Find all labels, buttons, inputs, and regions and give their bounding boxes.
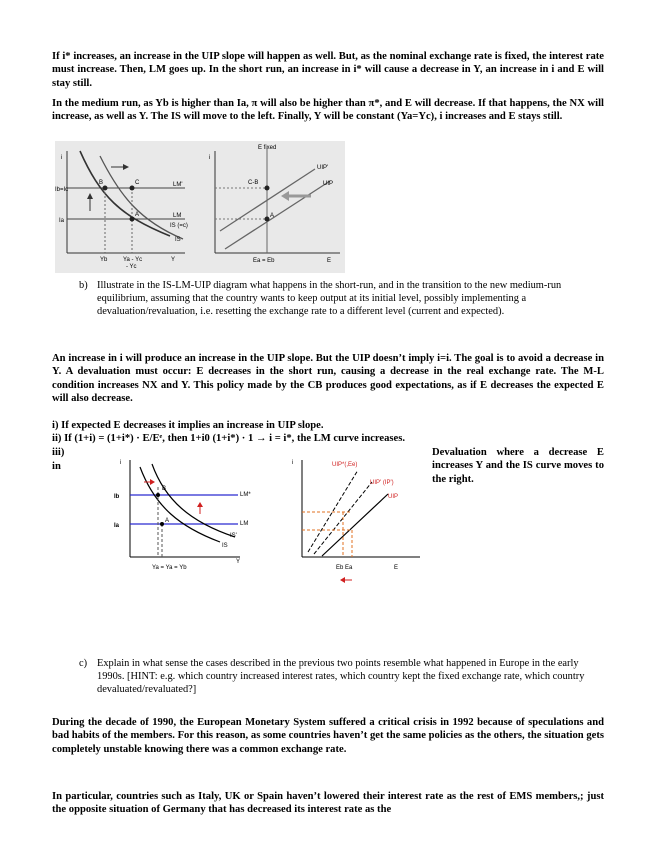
answer-b-point-iii: iii) [52, 447, 65, 458]
answer-c-paragraph-1: During the decade of 1990, the European Monetary System suffered a critical crisis in 1992 because of speculations and bad habits of the members. For this reason, as some countries haven’t get the same policies as the others, the situation gets completely unstable knowing there was a common exchange rate. [52, 717, 604, 755]
fig2-label-b: B [162, 486, 167, 492]
fig2-left-graph [114, 460, 251, 571]
fig2-point-a [160, 522, 164, 526]
answer-b-in: in [52, 461, 61, 472]
fig1-point-a [130, 217, 135, 222]
question-b-text: Illustrate in the IS-LM-UIP diagram what happens in the short-run, and in the transition to the new medium-run equilibrium, assuming that the country wants to keep output at its initial level, possibly implementing a devaluation/revaluation, i.e. resetting the exchange rate to a different level (current and expected). [97, 280, 562, 317]
fig2-label-is: IS [222, 543, 228, 549]
fig2-label-ib: Ib [114, 494, 120, 500]
fig1-right-graph [209, 145, 340, 264]
fig1-label-c: C [135, 180, 140, 186]
fig2-label-is-prime: IS' [230, 533, 237, 539]
fig1-tick-yc: - Yc [126, 264, 137, 270]
fig2-left-x-axis: Y [236, 559, 241, 565]
answer-b-point-i: i) If expected E decreases it implies an increase in UIP slope. [52, 420, 324, 431]
fig1-label-b: B [99, 180, 104, 186]
fig1-tick-ya: Ya - Yc [123, 257, 143, 263]
fig2-label-uip-prime: UIP' (IP') [370, 480, 394, 486]
answer-b-point-ii: ii) If (1+i) = (1+i*) · E/Eᵉ, then 1+i0 (1+i*) · 1 → i = i*, the LM curve increases. [52, 433, 406, 444]
fig1-right-x-axis: E [327, 258, 332, 264]
fig1-label-e-fixed: E fixed [258, 145, 277, 151]
fig2-label-uip-star: UIP*(,Ee) [332, 462, 358, 468]
fig2-tick-y: Ya = Ya = Yb [152, 565, 187, 571]
paragraph-2: In the medium run, as Yb is higher than Ia, π will also be higher than π*, and E will decrease. If that happens, the NX will increase, as well as Y. The IS will move to the left. Finally, Y will be constant (Ya=Yc), i increases and E stays still. [52, 98, 604, 123]
fig2-tick-eb-ea: Eb Ea [336, 565, 353, 571]
fig1-left-graph [55, 151, 188, 270]
question-c-text: Explain in what sense the cases described in the previous two points resemble what happened in Europe in the early 1990s. [HINT: e.g. which country increased interest rates, which country kept the fixed exchange rate, which country devaluated/revaluated?] [97, 658, 585, 695]
fig1-label-lm-prime: LM' [173, 182, 183, 188]
fig1-right-y-axis: i [209, 155, 211, 161]
answer-b-side-note: Devaluation where a decrease E increases Y and the IS curve moves to the right. [432, 447, 604, 485]
fig2-label-lm: LM [240, 521, 249, 527]
fig1-left-x-axis: Y [171, 257, 176, 263]
fig2-label-ia: Ia [114, 523, 120, 529]
answer-b-paragraph: An increase in i will produce an increase in the UIP slope. But the UIP doesn’t imply i=i. The goal is to avoid a decrease in Y. A devaluation must occur: E decreases in the short run, causing a decrease in the real exchange rate. The M-L condition increases NX and Y. This policy made by the CB produces good expectations, as if E decreases the expected E will also decrease. [52, 353, 604, 405]
fig1-tick-ea-eb: Ea = Eb [253, 258, 275, 264]
fig1-point-a-right [265, 217, 270, 222]
fig2-right-y-axis: i [292, 460, 294, 466]
fig1-point-cb [265, 186, 270, 191]
figure-2 [100, 452, 430, 592]
fig1-left-label-ib: Ib=Ic [55, 187, 69, 193]
fig1-label-uip: UIP [323, 181, 334, 187]
fig2-label-uip: UIP [388, 494, 399, 500]
question-c-label: c) [79, 658, 88, 669]
fig1-label-a: A [135, 212, 140, 218]
fig1-label-a-right: A [270, 213, 275, 219]
fig1-label-uip-prime: UIP' [317, 165, 329, 171]
fig2-right-graph [292, 460, 420, 583]
fig1-tick-yb: Yb [100, 257, 108, 263]
fig2-right-x-axis: E [394, 565, 399, 571]
figure-1 [55, 141, 345, 273]
fig2-point-b [156, 493, 160, 497]
fig1-point-c [130, 186, 135, 191]
figure-2-graphs [100, 452, 430, 592]
fig1-left-y-axis: i [61, 155, 63, 161]
answer-c-paragraph-2: In particular, countries such as Italy, UK or Spain haven’t lowered their interest rate as the rest of EMS members,; just the opposite situation of Germany that has decreased its interest rate as the [52, 791, 604, 816]
fig1-point-b [103, 186, 108, 191]
fig2-left-y-axis: i [120, 460, 122, 466]
figure-1-graphs [55, 141, 345, 273]
fig1-label-lm: LM [173, 213, 182, 219]
question-b-label: b) [79, 280, 88, 291]
fig2-label-a: A [165, 518, 170, 524]
fig1-label-cb: C-B [248, 180, 259, 186]
fig1-left-label-ia: Ia [59, 218, 65, 224]
fig1-label-is: IS [175, 237, 181, 243]
fig1-label-is-c: IS (=c) [170, 223, 188, 229]
fig2-label-lm-star: LM* [240, 492, 251, 498]
paragraph-1: If i* increases, an increase in the UIP slope will happen as well. But, as the nominal exchange rate is fixed, the interest rate must increase. Then, LM goes up. In the short run, an increase in i* will cause a decrease in Y, an increase in i and E will stay still. [52, 51, 604, 89]
